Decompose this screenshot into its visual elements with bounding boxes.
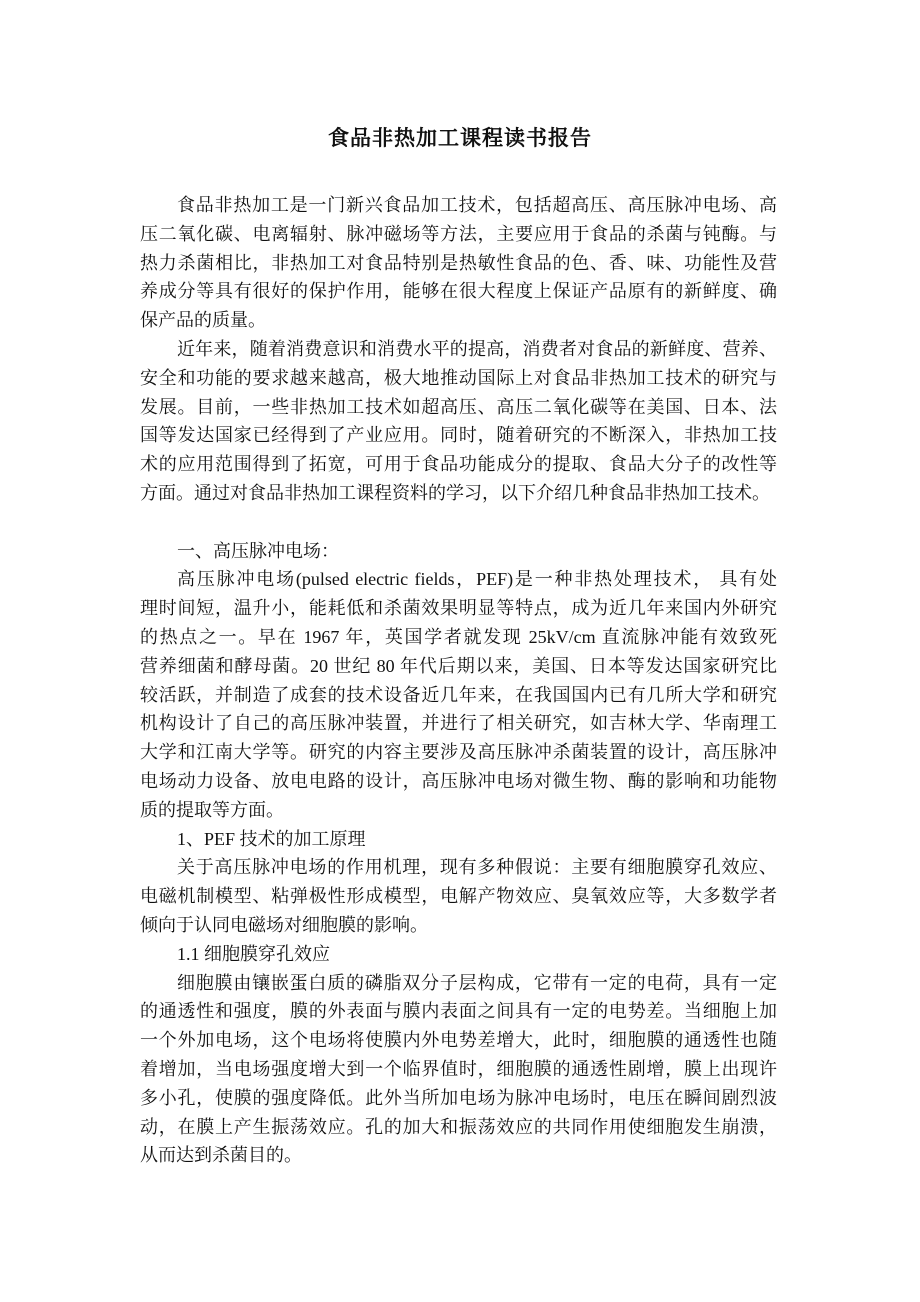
text-line: 一、高压脉冲电场：	[177, 540, 339, 561]
text-line: 的通透性和强度，膜的外表面与膜内表面之间具有一定的电势差。当细胞上加	[140, 1001, 777, 1022]
text-line: 理时间短，温升小，能耗低和杀菌效果明显等特点，成为近几年来国内外研究	[140, 598, 777, 619]
text-line: 关于高压脉冲电场的作用机理，现有多种假说：主要有细胞膜穿孔效应、	[177, 857, 777, 878]
text-line: 保产品的质量。	[140, 310, 266, 331]
text-line: 电磁机制模型、粘弹极性形成模型，电解产物效应、臭氧效应等，大多数学者	[140, 886, 777, 907]
text-line: 热力杀菌相比，非热加工对食品特别是热敏性食品的色、香、味、功能性及营	[140, 252, 777, 273]
text-line: 方面。通过对食品非热加工课程资料的学习，以下介绍几种食品非热加工技术。	[140, 482, 770, 503]
text-line: 的热点之一。早在 1967 年，英国学者就发现 25kV/cm 直流脉冲能有效致死	[140, 626, 777, 647]
text-line: 质的提取等方面。	[140, 799, 284, 820]
text-line: 安全和功能的要求越来越高，极大地推动国际上对食品非热加工技术的研究与	[140, 367, 777, 388]
text-line: 从而达到杀菌目的。	[140, 1145, 302, 1166]
text-line: 压二氧化碳、电离辐射、脉冲磁场等方法，主要应用于食品的杀菌与钝酶。与	[140, 223, 777, 244]
text-line: 细胞膜由镶嵌蛋白质的磷脂双分子层构成，它带有一定的电荷，具有一定	[177, 972, 777, 993]
text-line: 养成分等具有很好的保护作用，能够在很大程度上保证产品原有的新鲜度、确	[140, 281, 777, 302]
paragraph	[140, 853, 777, 939]
text-line: 较活跃，并制造了成套的技术设备近几年来，在我国国内已有几所大学和研究	[140, 684, 777, 705]
section-heading	[140, 940, 777, 969]
text-line: 机构设计了自己的高压脉冲装置，并进行了相关研究，如吉林大学、华南理工	[140, 713, 777, 734]
text-line: 营养细菌和酵母菌。20 世纪 80 年代后期以来，美国、日本等发达国家研究比	[140, 655, 777, 676]
text-line: 高压脉冲电场(pulsed electric fields，PEF)是一种非热处理技术， 具有处	[177, 569, 777, 590]
text-line: 倾向于认同电磁场对细胞膜的影响。	[140, 914, 428, 935]
text-line: 大学和江南大学等。研究的内容主要涉及高压脉冲杀菌装置的设计，高压脉冲	[140, 742, 777, 763]
paragraph	[140, 565, 777, 824]
document-body	[140, 191, 777, 1170]
text-line: 电场动力设备、放电电路的设计，高压脉冲电场对微生物、酶的影响和功能物	[140, 770, 777, 791]
paragraph	[140, 335, 777, 508]
document-title: 食品非热加工课程读书报告	[328, 126, 592, 150]
text-line: 食品非热加工是一门新兴食品加工技术，包括超高压、高压脉冲电场、高	[177, 195, 777, 215]
section-heading	[140, 537, 777, 566]
text-line: 动，在膜上产生振荡效应。孔的加大和振荡效应的共同作用使细胞发生崩溃，	[140, 1116, 777, 1137]
text-line: 一个外加电场，这个电场将使膜内外电势差增大，此时，细胞膜的通透性也随	[140, 1030, 777, 1051]
text-line: 发展。目前，一些非热加工技术如超高压、高压二氧化碳等在美国、日本、法	[140, 396, 777, 417]
text-line: 国等发达国家已经得到了产业应用。同时，随着研究的不断深入，非热加工技	[140, 425, 777, 446]
section-heading	[140, 825, 777, 854]
text-line: 术的应用范围得到了拓宽，可用于食品功能成分的提取、食品大分子的改性等	[140, 454, 777, 475]
text-line: 着增加，当电场强度增大到一个临界值时，细胞膜的通透性剧增，膜上出现许	[140, 1058, 777, 1079]
paragraph	[140, 969, 777, 1171]
text-line: 1、PEF 技术的加工原理	[177, 828, 366, 849]
text-line: 近年来，随着消费意识和消费水平的提高，消费者对食品的新鲜度、营养、	[177, 338, 777, 359]
text-line: 1.1 细胞膜穿孔效应	[177, 943, 330, 964]
blank-line	[140, 508, 777, 537]
text-line: 多小孔，使膜的强度降低。此外当所加电场为脉冲电场时，电压在瞬间剧烈波	[140, 1087, 777, 1108]
paragraph	[140, 191, 777, 335]
